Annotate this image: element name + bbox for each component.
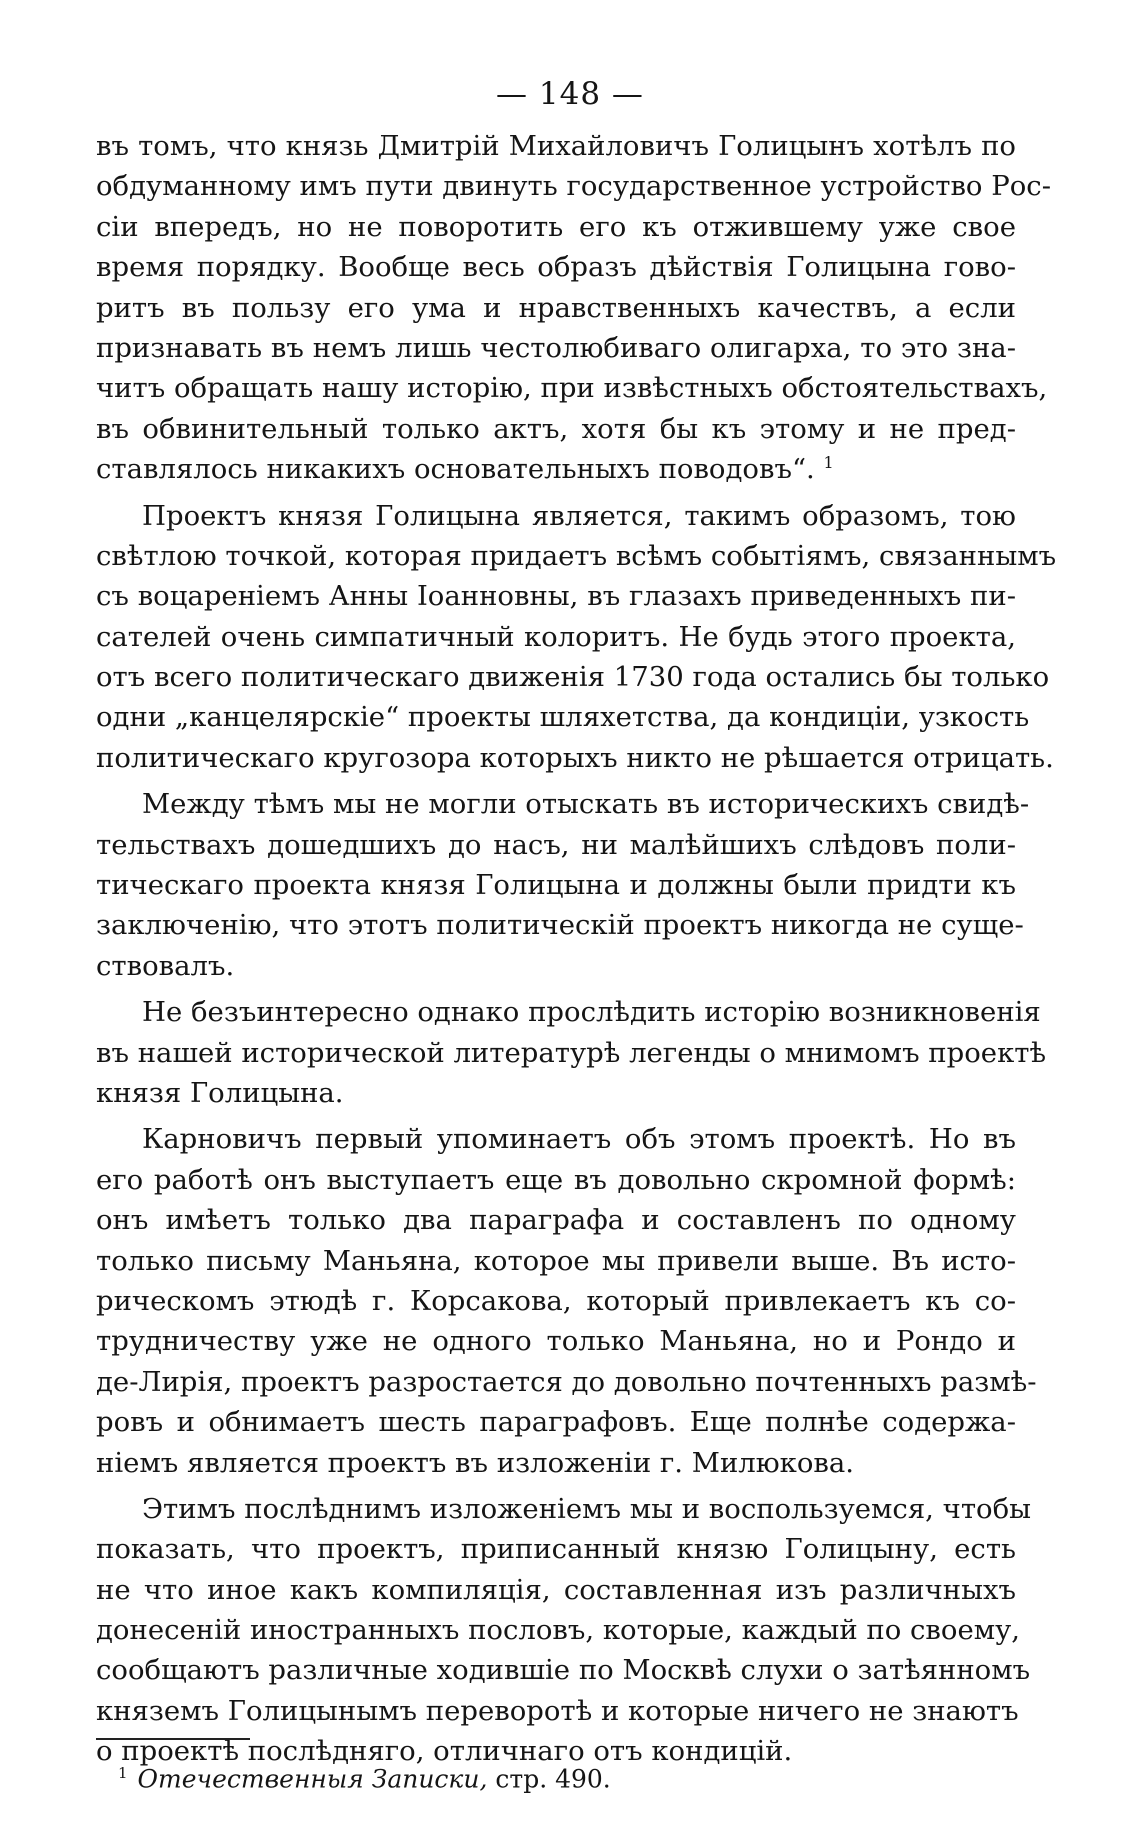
text-line: читъ обращать нашу исторію, при извѣстныхъ обстоятельствахъ, [96,372,1048,405]
paragraph [96,1119,1037,1483]
text-line: князя Голицына. [96,1076,344,1109]
text-line: Между тѣмъ мы не могли отыскать въ историческихъ свидѣ- [142,788,1030,821]
text-line: отъ всего политическаго движенія 1730 года остались бы только [96,661,1050,694]
text-line: трудничеству уже не одного только Маньяна, но и Рондо и [96,1325,1016,1358]
text-line: показать, что проектъ, приписанный князю Голицыну, есть [96,1533,1016,1566]
paragraph [96,126,1051,490]
text-line: одни „канцелярскіе“ проекты шляхетства, да кондиціи, узкость [96,701,1030,734]
text-line: сообщаютъ различные ходившіе по Москвѣ слухи о затѣянномъ [96,1654,1031,1687]
footnote-page-ref: стр. 490. [495,1764,611,1794]
text-line: ровъ и обнимаетъ шесть параграфовъ. Еще полнѣе содержа- [96,1406,1016,1439]
text-line: де-Лирія, проектъ разростается до довольно почтенныхъ размѣ- [96,1365,1037,1398]
text-line: ритъ въ пользу его ума и нравственныхъ качествъ, а если [96,291,1016,324]
page-number: — 148 — [496,76,644,112]
text-line: сателей очень симпатичный колоритъ. Не будь этого проекта, [96,620,1016,653]
text-line: въ нашей исторической литературѣ легенды о мнимомъ проектѣ [96,1036,1047,1069]
text-line: ствовалъ. [96,949,235,982]
paragraph [96,496,1057,779]
text-line: Карновичъ первый упоминаетъ объ этомъ проектѣ. Но въ [142,1123,1016,1156]
text-line: тельствахъ дошедшихъ до насъ, ни малѣйшихъ слѣдовъ поли- [96,828,1016,861]
paragraph [96,992,1047,1113]
text-line: съ воцареніемъ Анны Іоанновны, въ глазахъ приведенныхъ пи- [96,580,1016,613]
text-line: политическаго кругозора которыхъ никто не рѣшается отрицать. [96,741,1054,774]
text-line: заключенію, что этотъ политическій проектъ никогда не суще- [96,909,1024,942]
text-line: рическомъ этюдѣ г. Корсакова, который привлекаетъ къ со- [96,1284,1016,1317]
text-line: признавать въ немъ лишь честолюбиваго олигарха, то это зна- [96,331,1016,364]
text-line: Проектъ князя Голицына является, такимъ образомъ, тою [142,499,1016,532]
text-line: свѣтлою точкой, которая придаетъ всѣмъ событіямъ, связаннымъ [96,539,1057,572]
text-line: ніемъ является проектъ въ изложеніи г. Милюкова. [96,1446,855,1479]
footnote [118,1756,611,1796]
text-line: въ обвинительный только актъ, хотя бы къ этому и не пред- [96,412,1016,445]
body-text [96,126,1057,1772]
text-line: время порядку. Вообще весь образъ дѣйствія Голицына гово- [96,251,1016,284]
text-line: обдуманному имъ пути двинуть государственное устройство Рос- [96,170,1051,203]
text-line: о проектѣ послѣдняго, отличнаго отъ кондицій. [96,1735,793,1768]
footnote-divider [96,1738,250,1740]
text-line: онъ имѣетъ только два параграфа и составленъ по одному [96,1204,1016,1237]
text-line: тическаго проекта князя Голицына и должны были придти къ [96,869,1016,902]
text-line: Не безъинтересно однако прослѣдить исторію возникновенія [142,996,1041,1029]
footnote-source: Отечественныя Записки, [137,1764,488,1794]
text-line [96,449,1016,489]
paragraph [96,784,1030,986]
footnote-marker: 1 [118,1764,128,1782]
text-line: сіи впередъ, но не поворотить его къ отжившему уже свое [96,210,1016,243]
text-line: не что иное какъ компиляція, составленная изъ различныхъ [96,1573,1016,1606]
text-line: въ томъ, что князь Дмитрій Михайловичъ Голицынъ хотѣлъ по [96,130,1016,162]
paragraph [96,1489,1032,1772]
text-line: только письму Маньяна, которое мы привели выше. Въ исто- [96,1244,1016,1277]
text-line: княземъ Голицынымъ переворотѣ и которые ничего не знаютъ [96,1694,1019,1727]
footnote-reference: 1 [823,452,834,472]
text-line-content: ставлялось никакихъ основательныхъ поводовъ“. [96,453,815,486]
text-line: его работѣ онъ выступаетъ еще въ довольно скромной формѣ: [96,1163,1016,1196]
text-line: Этимъ послѣднимъ изложеніемъ мы и воспользуемся, чтобы [142,1492,1032,1525]
text-line: донесеній иностранныхъ пословъ, которые, каждый по своему, [96,1614,1021,1647]
